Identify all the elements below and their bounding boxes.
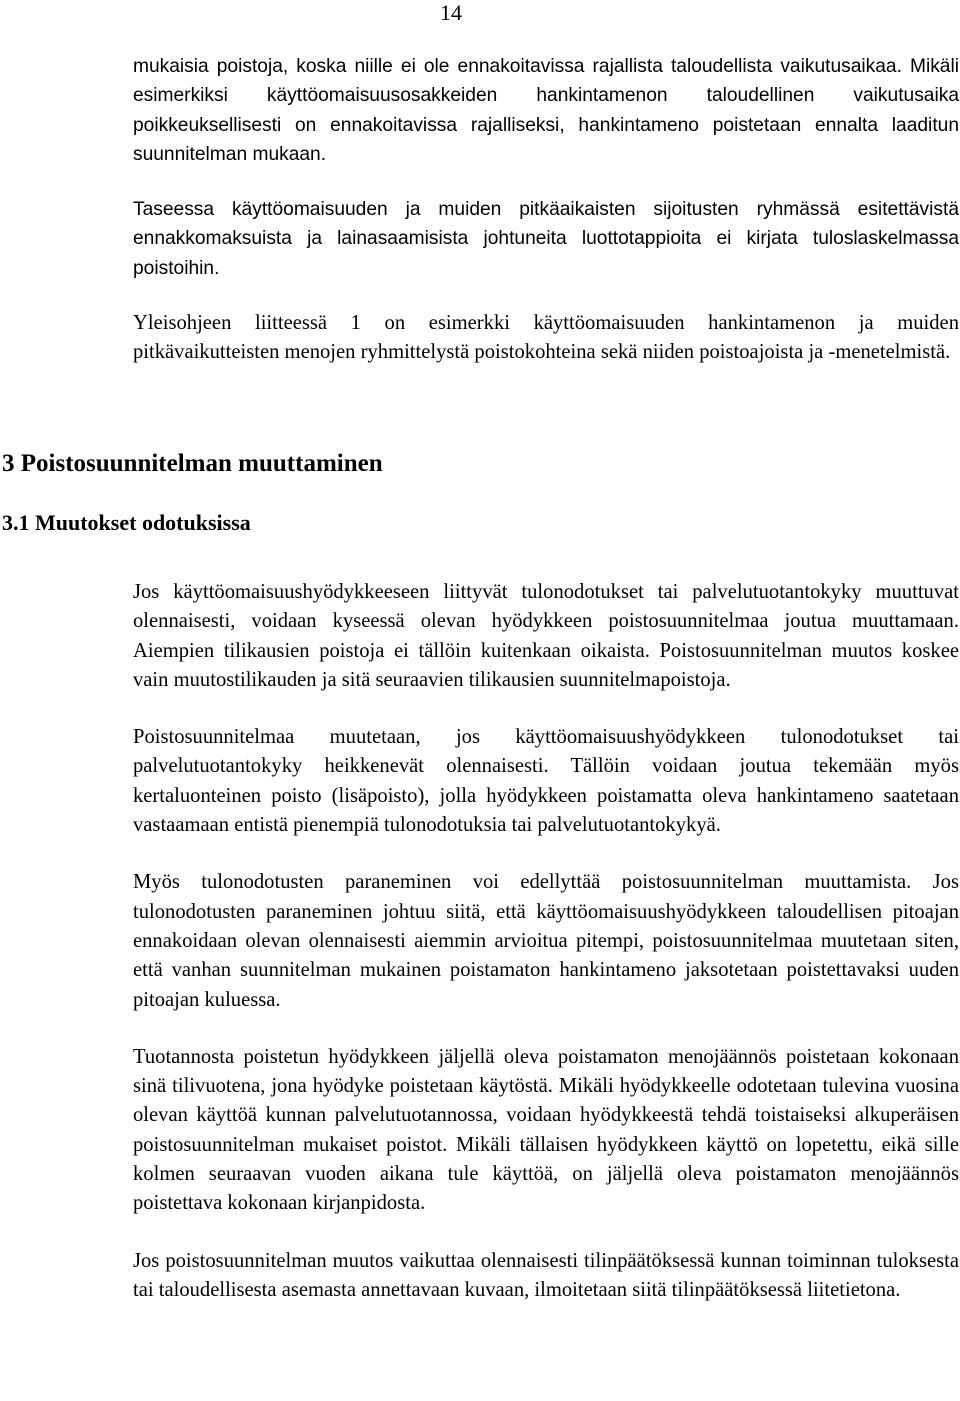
paragraph: Taseessa käyttöomaisuuden ja muiden pitkäaikaisten sijoitusten ryhmässä esitettävistä ennakkomaksuista ja lainasaamisista johtuneita luottotappioita ei kirjata tuloslaskelmassa poistoihin. <box>133 199 959 279</box>
paragraph: Myös tulonodotusten paraneminen voi edellyttää poistosuunnitelman muuttamista. Jos tulonodotusten paraneminen johtuu siitä, että käyttöomaisuushyödykkeen taloudellisen pitoajan ennakoidaan olevan olennaisesti aiemmin arvioitua pitempi, poistosuunnitelmaa muutetaan siten, että vanhan suunnitelman mukainen poistamaton hankintameno jaksotetaan poistettavaksi uuden pitoajan kuluessa. <box>133 871 959 1011</box>
paragraph: Poistosuunnitelmaa muutetaan, jos käyttöomaisuushyödykkeen tulonodotukset tai palvelutuotantokyky heikkenevät olennaisesti. Tällöin voidaan joutua tekemään myös kertaluonteinen poisto (lisäpoisto), jolla hyödykkeen poistamatta oleva hankintameno saatetaan vastaamaan entistä pienempiä tulonodotuksia tai palvelutuotantokykyä. <box>133 726 959 837</box>
paragraph: mukaisia poistoja, koska niille ei ole ennakoitavissa rajallista taloudellista vaikutusaikaa. Mikäli esimerkiksi käyttöomaisuusosakkeiden hankintamenon taloudellinen vaikutusaika poikkeuksellisesti on ennakoitavissa rajalliseksi, hankintameno poistetaan ennalta laaditun suunnitelman mukaan. <box>133 56 959 165</box>
page-number: 14 <box>440 0 462 25</box>
paragraph: Jos käyttöomaisuushyödykkeeseen liittyvät tulonodotukset tai palvelutuotantokyky muuttuvat olennaisesti, voidaan kyseessä olevan hyödykkeen poistosuunnitelmaa joutua muuttamaan. Aiempien tilikausien poistoja ei tällöin kuitenkaan oikaista. Poistosuunnitelman muutos koskee vain muutostilikauden ja sitä seuraavien tilikausien suunnitelmapoistoja. <box>133 581 959 691</box>
paragraph: Yleisohjeen liitteessä 1 on esimerkki käyttöomaisuuden hankintamenon ja muiden pitkävaikutteisten menojen ryhmittelystä poistokohteina sekä niiden poistoajoista ja -menetelmistä. <box>133 312 959 364</box>
document-body-top <box>133 52 959 368</box>
document-body-bottom <box>133 578 959 1305</box>
subsection-heading: 3.1 Muutokset odotuksissa <box>2 510 251 535</box>
section-heading: 3 Poistosuunnitelman muuttaminen <box>2 450 383 477</box>
paragraph: Tuotannosta poistetun hyödykkeen jäljellä oleva poistamaton menojäännös poistetaan kokonaan sinä tilivuotena, jona hyödyke poistetaan käytöstä. Mikäli hyödykkeelle odotetaan tulevina vuosina olevan käyttöä kunnan palvelutuotannossa, voidaan hyödykkeestä tehdä toistaiseksi alkuperäisen poistosuunnitelman mukaiset poistot. Mikäli tällaisen hyödykkeen käyttö on lopetettu, eikä sille kolmen seuraavan vuoden aikana tule käyttöä, on jäljellä oleva poistamaton menojäännös poistettava kokonaan kirjanpidosta. <box>133 1045 959 1215</box>
paragraph: Jos poistosuunnitelman muutos vaikuttaa olennaisesti tilinpäätöksessä kunnan toiminnan tuloksesta tai taloudellisesta asemasta annettavaan kuvaan, ilmoitetaan siitä tilinpäätöksessä liitetietona. <box>133 1249 959 1301</box>
